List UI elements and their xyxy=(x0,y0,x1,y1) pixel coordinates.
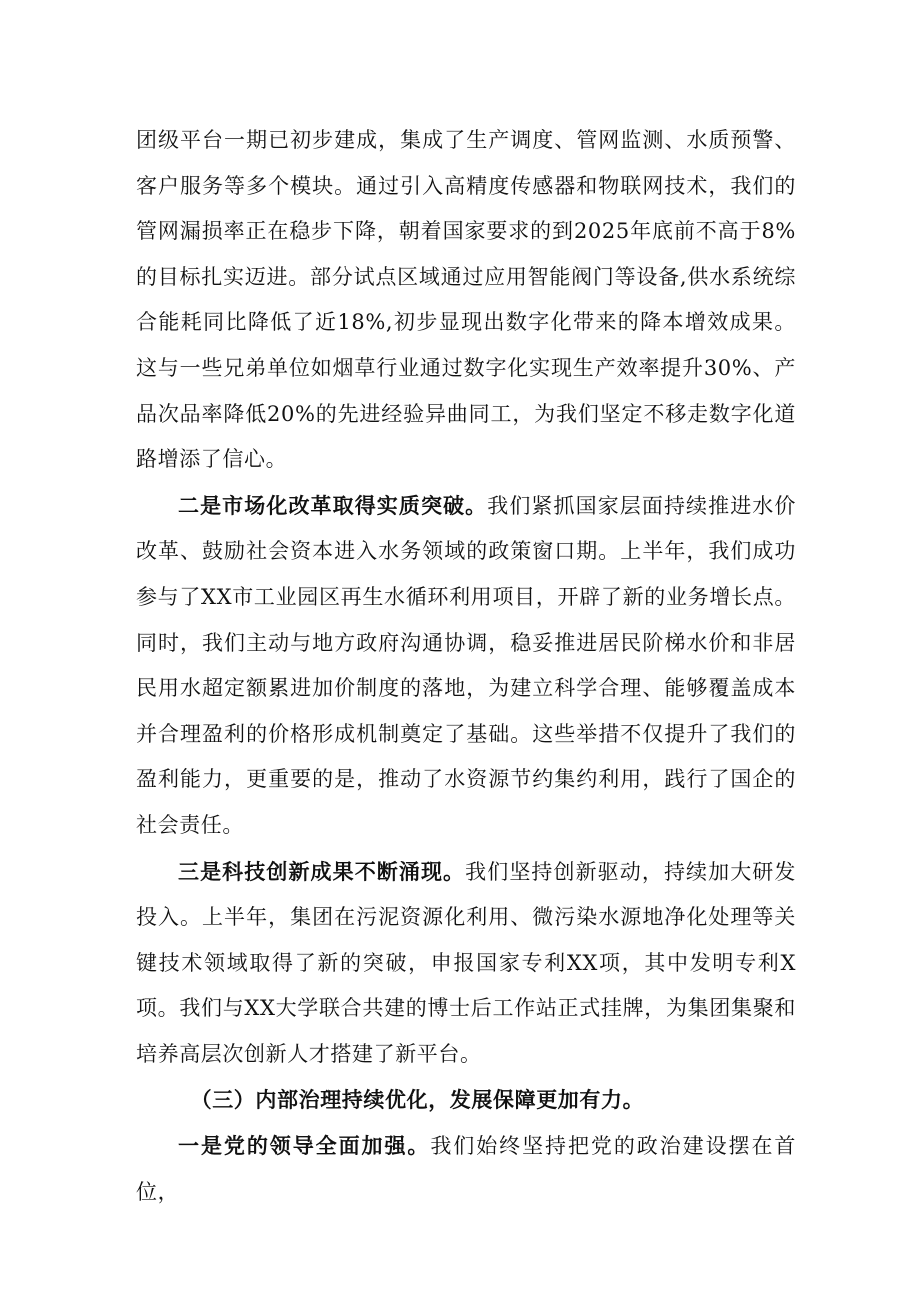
lead-tech-innovation: 三是科技创新成果不断涌现。 xyxy=(178,858,466,884)
document-page xyxy=(136,118,796,1215)
paragraph-digital-platform: 团级平台一期已初步建成，集成了生产调度、管网监测、水质预警、客户服务等多个模块。通过引入高精度传感器和物联网技术，我们的管网漏损率正在稳步下降，朝着国家要求的到2025年底前不高于8%的目标扎实迈进。部分试点区域通过应用智能阀门等设备,供水系统综合能耗同比降低了近18%,初步显现出数字化带来的降本增效成果。这与一些兄弟单位如烟草行业通过数字化实现生产效率提升30%、产品次品率降低20%的先进经验异曲同工，为我们坚定不移走数字化道路增添了信心。 xyxy=(136,128,796,472)
paragraph-market-reform xyxy=(136,483,796,849)
body-party-leadership: 我们始终坚持把党的政治建设摆在首位， xyxy=(136,1134,796,1204)
body-market-reform: 我们紧抓国家层面持续推进水价改革、鼓励社会资本进入水务领域的政策窗口期。上半年，我们成功参与了XX市工业园区再生水循环利用项目，开辟了新的业务增长点。同时，我们主动与地方政府沟通协调，稳妥推进居民阶梯水价和非居民用水超定额累进加价制度的落地，为建立科学合理、能够覆盖成本并合理盈利的价格形成机制奠定了基础。这些举措不仅提升了我们的盈利能力，更重要的是，推动了水资源节约集约利用，践行了国企的社会责任。 xyxy=(136,493,796,837)
section-heading-internal-governance: （三）内部治理持续优化，发展保障更加有力。 xyxy=(190,1087,645,1113)
paragraph-party-leadership xyxy=(136,1123,796,1215)
paragraph-tech-innovation xyxy=(136,849,796,1078)
lead-market-reform: 二是市场化改革取得实质突破。 xyxy=(178,492,488,518)
lead-party-leadership: 一是党的领导全面加强。 xyxy=(178,1133,431,1159)
body-tech-innovation: 我们坚持创新驱动，持续加大研发投入。上半年，集团在污泥资源化利用、微污染水源地净化处理等关键技术领域取得了新的突破，申报国家专利XX项，其中发明专利X项。我们与XX大学联合共建的博士后工作站正式挂牌，为集团集聚和培养高层次创新人才搭建了新平台。 xyxy=(136,859,796,1066)
